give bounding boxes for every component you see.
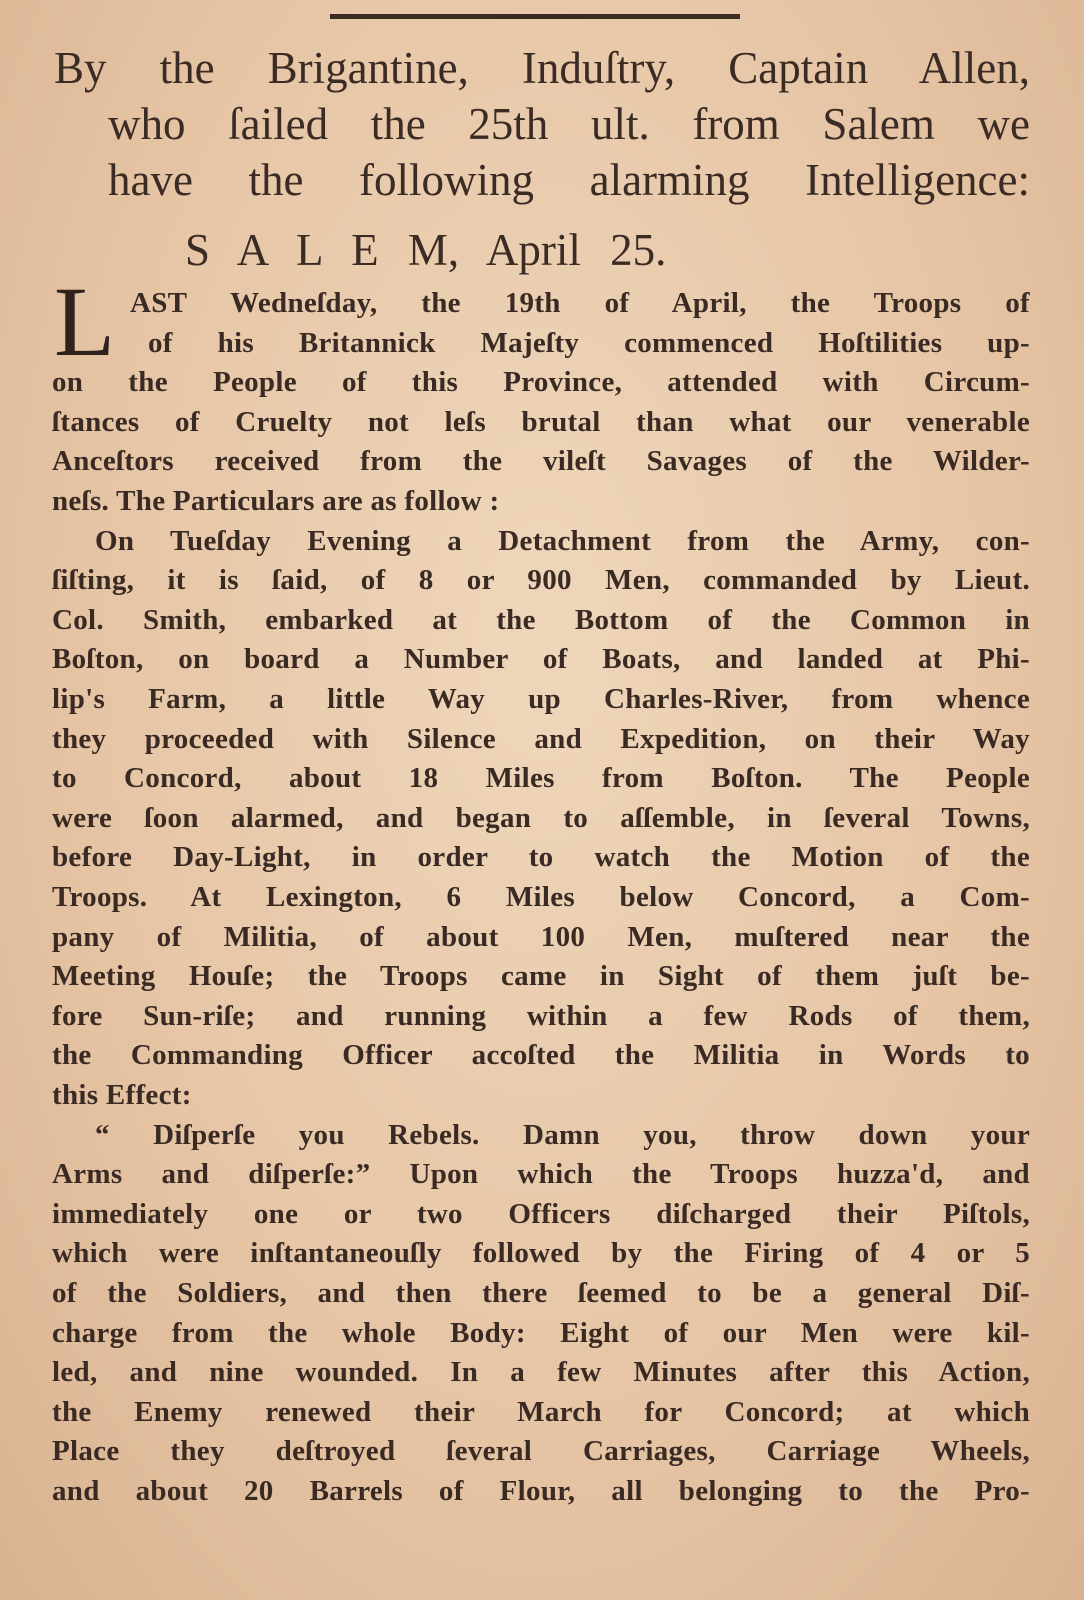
headline-line-2: who ſailed the 25th ult. from Salem we bbox=[108, 99, 1030, 149]
article-line: Arms and diſperſe:” Upon which the Troops huzza'd, and bbox=[52, 1158, 1030, 1191]
article-line: they proceeded with Silence and Expedition, on their Way bbox=[52, 722, 1030, 755]
dateline: S A L E M, April 25. bbox=[185, 225, 667, 275]
article-line: Anceſtors received from the vileſt Savages of the Wilder- bbox=[52, 445, 1030, 478]
article-line: Meeting Houſe; the Troops came in Sight of them juſt be- bbox=[52, 960, 1030, 993]
article-line: ſtances of Cruelty not leſs brutal than what our venerable bbox=[52, 405, 1030, 438]
article-line: AST Wedneſday, the 19th of April, the Troops of bbox=[130, 287, 1030, 319]
article-line: of the Soldiers, and then there ſeemed to be a general Diſ- bbox=[52, 1277, 1030, 1309]
article-line: to Concord, about 18 Miles from Boſton. The People bbox=[52, 762, 1030, 795]
article-line: on the People of this Province, attended with Circum- bbox=[52, 366, 1030, 399]
article-line: lip's Farm, a little Way up Charles-River, from whence bbox=[52, 683, 1030, 715]
article-line: neſs. The Particulars are as follow : bbox=[52, 485, 500, 517]
article-line: this Effect: bbox=[52, 1079, 192, 1111]
article-line: Col. Smith, embarked at the Bottom of the Common in bbox=[52, 603, 1030, 636]
article-line: the Commanding Officer accoſted the Militia in Words to bbox=[52, 1039, 1030, 1072]
article-line: before Day-Light, in order to watch the Motion of the bbox=[52, 841, 1030, 874]
article-line: Troops. At Lexington, 6 Miles below Concord, a Com- bbox=[52, 881, 1030, 913]
article-line: “ Diſperſe you Rebels. Damn you, throw down your bbox=[95, 1118, 1030, 1151]
article-line: pany of Militia, of about 100 Men, muſtered near the bbox=[52, 920, 1030, 953]
article-line: led, and nine wounded. In a few Minutes after this Action, bbox=[52, 1356, 1030, 1389]
article-line: the Enemy renewed their March for Concord; at which bbox=[52, 1395, 1030, 1428]
article-line: immediately one or two Officers diſcharged their Piſtols, bbox=[52, 1197, 1030, 1230]
headline-line-3: have the following alarming Intelligence: bbox=[108, 155, 1030, 205]
article-line: ſiſting, it is ſaid, of 8 or 900 Men, commanded by Lieut. bbox=[52, 564, 1030, 597]
article-line: Boſton, on board a Number of Boats, and landed at Phi- bbox=[52, 643, 1030, 676]
article-line: of his Britannick Majeſty commenced Hoſtilities up- bbox=[148, 326, 1030, 359]
article-line: which were inſtantaneouſly followed by the Firing of 4 or 5 bbox=[52, 1237, 1030, 1270]
article-line: On Tueſday Evening a Detachment from the Army, con- bbox=[95, 524, 1030, 557]
top-rule bbox=[330, 14, 740, 19]
headline-line-1: By the Brigantine, Induſtry, Captain Allen, bbox=[54, 43, 1030, 93]
article-line: charge from the whole Body: Eight of our Men were kil- bbox=[52, 1316, 1030, 1349]
drop-cap: L bbox=[54, 266, 116, 377]
article-line: and about 20 Barrels of Flour, all belonging to the Pro- bbox=[52, 1475, 1030, 1507]
article-line: fore Sun-riſe; and running within a few Rods of them, bbox=[52, 999, 1030, 1032]
article-line: Place they deſtroyed ſeveral Carriages, Carriage Wheels, bbox=[52, 1435, 1030, 1468]
article-line: were ſoon alarmed, and began to aſſemble, in ſeveral Towns, bbox=[52, 801, 1030, 834]
